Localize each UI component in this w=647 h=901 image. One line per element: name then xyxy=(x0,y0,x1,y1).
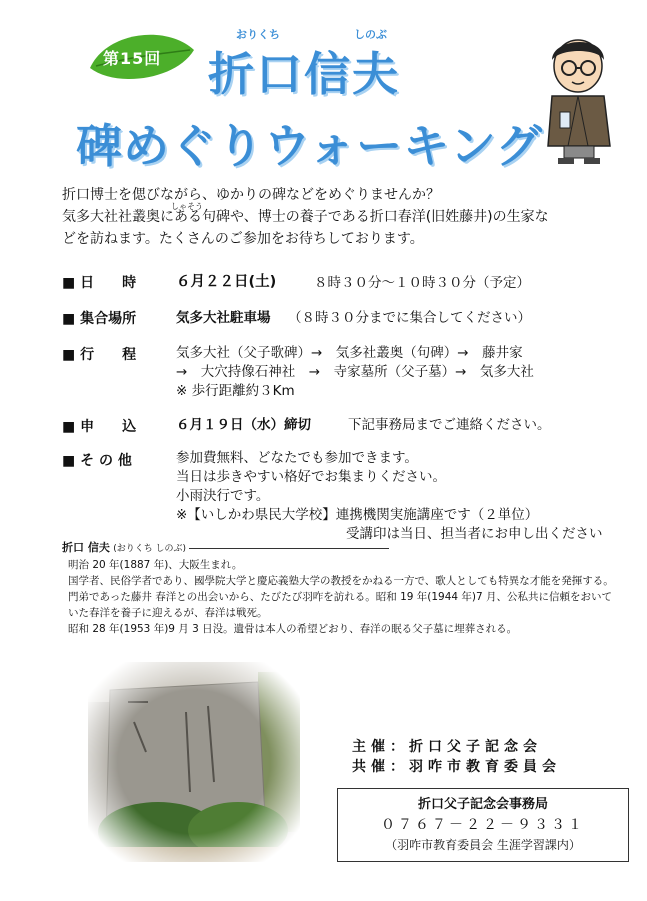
route-line-2: → 大穴持像石神社 → 寺家墓所（父子墓）→ 気多大社 xyxy=(176,364,534,380)
other-line-1: 参加費無料、どなたでも参加できます。 xyxy=(176,450,418,466)
monument-photo xyxy=(88,662,300,862)
apply-deadline: ６月１９日（水）締切 xyxy=(176,417,311,433)
biography-section xyxy=(62,540,617,637)
contact-phone: ０７６７－２２－９３３１ xyxy=(381,817,585,833)
meeting-place-label: ■ 集合場所 xyxy=(62,311,137,327)
date-value: ６月２２日(土) xyxy=(176,274,277,290)
other-line-4: ※【いしかわ県民大学校】連携機関実施講座です（２単位） xyxy=(176,507,539,523)
apply-label: ■ 申 込 xyxy=(62,419,137,435)
title-ruby-origuchi: おりくち xyxy=(236,28,280,41)
meeting-place-value: 気多大社駐車場 xyxy=(176,310,271,326)
bio-paragraph-1: 明治 20 年(1887 年)、大阪生まれ。 xyxy=(68,559,243,571)
intro-line-2: 気多大社社叢奥にある句碑や、博士の養子である折口春洋(旧姓藤井)の生家な xyxy=(62,209,549,225)
other-label: ■ そ の 他 xyxy=(62,453,132,469)
other-line-2: 当日は歩きやすい格好でお集まりください。 xyxy=(176,469,446,485)
apply-note: 下記事務局までご連絡ください。 xyxy=(348,417,551,433)
date-label: ■ 日 時 xyxy=(62,275,137,291)
bio-paragraph-4: 昭和 28 年(1953 年)9 月 3 日没。遺骨は本人の希望どおり、春洋の眠る父子墓に埋葬される。 xyxy=(68,623,518,635)
contact-dept: （羽咋市教育委員会 生涯学習課内） xyxy=(385,838,581,852)
contact-box xyxy=(337,788,629,862)
cohost-organizer: 共催：羽咋市教育委員会 xyxy=(352,759,561,775)
page-title-name: 折口信夫 xyxy=(208,47,400,101)
intro-line-3: どを訪ねます。たくさんのご参加をお待ちしております。 xyxy=(62,231,424,247)
intro-ruby-sousou: しゃそう xyxy=(171,202,203,211)
bio-divider xyxy=(189,548,389,549)
contact-office: 折口父子記念会事務局 xyxy=(417,797,548,812)
bio-paragraph-2: 国学者、民俗学者であり、國學院大学と慶応義塾大学の教授をかねる一方で、歌人としても特異な才能を発揮する。 xyxy=(68,575,614,587)
intro-text xyxy=(62,184,622,250)
date-time: ８時３０分～１０時３０分（予定） xyxy=(314,275,530,291)
bio-heading: 折口 信夫 xyxy=(62,541,110,554)
bio-heading-ruby: (おりくち しのぶ) xyxy=(113,544,187,554)
meeting-place-note: （８時３０分までに集合してください） xyxy=(288,310,531,326)
title-ruby-shinobu: しのぶ xyxy=(354,28,387,41)
route-label: ■ 行 程 xyxy=(62,347,137,363)
route-line-1: 気多大社（父子歌碑）→ 気多社叢奥（句碑）→ 藤井家 xyxy=(176,345,523,361)
route-distance: ※ 歩行距離約３Km xyxy=(176,383,295,399)
professor-character-icon xyxy=(538,34,620,166)
edition-badge: 第15回 xyxy=(103,49,162,68)
host-organizer: 主催：折口父子記念会 xyxy=(352,739,542,755)
intro-line-1: 折口博士を偲びながら、ゆかりの碑などをめぐりませんか？ xyxy=(62,187,440,203)
other-line-5: 受講印は当日、担当者にお申し出ください xyxy=(346,526,603,542)
other-line-3: 小雨決行です。 xyxy=(176,488,270,504)
page-title-event: 碑めぐりウォーキング xyxy=(76,119,543,173)
bio-paragraph-3: 門弟であった藤井 春洋との出会いから、たびたび羽咋を訪れる。昭和 19 年(1944 年)7 月、公私共に信頼をおいていた春洋を養子に迎えるが、春洋は戦死。 xyxy=(68,591,613,619)
